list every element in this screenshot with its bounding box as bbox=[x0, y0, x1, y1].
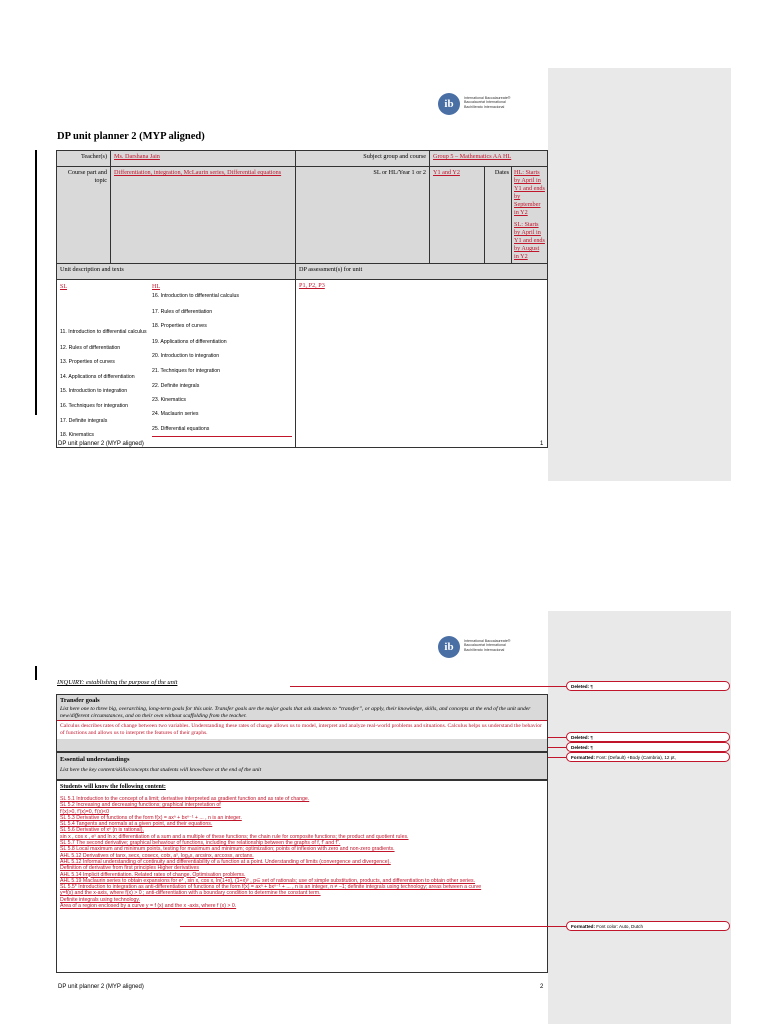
content-line: f'(x)>0, f'(x)=0, f'(x)<0 bbox=[60, 808, 109, 815]
revision-balloon-deleted[interactable] bbox=[566, 742, 730, 752]
assessment-value[interactable]: P1, P2, P3 bbox=[296, 280, 548, 448]
transfer-goal-text[interactable]: Calculus describes rates of change between two variables. Understanding these rates of change allows us to model, interpret and analyze real-world problems and situations. Calculus helps us understand the behavior of functions and allows us to interpret the features of their graphs. bbox=[57, 720, 547, 739]
logo-line: Bachillerato Internacional bbox=[464, 104, 505, 109]
content-line: SL 5.5* Introduction to integration as anti-differentiation of functions of the form f(x) = axⁿ + bxⁿ⁻¹ + ... , n is an integer, n ≠ −1; definite integrals using technology; areas between a curve bbox=[60, 884, 482, 891]
transfer-heading: Transfer goals bbox=[60, 697, 100, 704]
logo-line: Bachillerato Internacional bbox=[464, 647, 505, 652]
content-line: SL 5.1 Introduction to the concept of a limit; derivative interpreted as gradient function and as rate of change. bbox=[60, 796, 310, 802]
content-line: SL 5.8 Local maximum and minimum points, testing for maximum and minimum; optimization; points of inflexion with zero and non-zero gradients. bbox=[60, 846, 395, 853]
balloon-label: Formatted: bbox=[571, 924, 595, 929]
logo-line: International Baccalaureate® bbox=[464, 639, 511, 643]
change-bar bbox=[35, 150, 37, 415]
sl-topic: 12. Rules of differentiation bbox=[60, 345, 121, 351]
content-line: SL 5.4 Tangents and normals at a given point, and their equations. bbox=[60, 821, 213, 828]
hl-topic: 19. Applications of differentiation bbox=[152, 339, 227, 345]
content-line: SL 5.7 The second derivative; graphical behaviour of functions, including the relationship between the graphs of f, f' and f''. bbox=[60, 840, 341, 847]
balloon-text: ¶ bbox=[590, 684, 593, 689]
ib-logo bbox=[438, 633, 528, 663]
footer-left: DP unit planner 2 (MYP aligned) bbox=[58, 984, 144, 990]
inquiry-heading: INQUIRY: establishing the purpose of the unit bbox=[57, 679, 178, 686]
subject-label: Subject group and course bbox=[296, 151, 430, 167]
hl-topic: 25. Differential equations bbox=[152, 426, 292, 437]
hl-topic: 24. Maclaurin series bbox=[152, 411, 199, 417]
content-line: Area of a region enclosed by a curve y = f (x) and the x -axis, where f (x) > 0. bbox=[60, 903, 237, 910]
assessment-label: DP assessment(s) for unit bbox=[296, 264, 548, 280]
course-part-value[interactable]: Differentiation, integration, McLaurin series, Differential equations bbox=[111, 167, 296, 264]
hl-topic: 17. Rules of differentiation bbox=[152, 309, 213, 315]
hl-topic: 20. Introduction to integration bbox=[152, 353, 220, 359]
content-line: AHL 5.12 Informal understanding of continuity and differentiability of a function at a point. Understanding of limits (convergence and divergence). bbox=[60, 858, 391, 865]
sl-topic: 13. Properties of curves bbox=[60, 359, 115, 365]
revision-balloon-formatted[interactable] bbox=[566, 921, 730, 931]
sl-heading: SL bbox=[60, 284, 68, 290]
hl-heading: HL bbox=[152, 284, 160, 290]
students-heading: Students will know the following content: bbox=[60, 784, 166, 790]
planner-table bbox=[56, 150, 548, 448]
hl-topic: 22. Definite integrals bbox=[152, 383, 200, 389]
sl-topic: 15. Introduction to integration bbox=[60, 388, 128, 394]
markup-pane-page1 bbox=[548, 68, 731, 481]
balloon-connector bbox=[548, 737, 566, 738]
markup-pane-page2 bbox=[548, 611, 731, 1024]
balloon-connector bbox=[290, 686, 566, 687]
balloon-label: Deleted: bbox=[571, 735, 590, 740]
page-title: DP unit planner 2 (MYP aligned) bbox=[57, 131, 205, 142]
essential-heading: Essential understandings bbox=[60, 756, 130, 763]
page-number: 2 bbox=[540, 984, 544, 990]
content-line: y=f(x) and the x-axis, where f(x) > 0 ; anti-differentiation with a boundary condition to determine the constant term. bbox=[60, 890, 321, 897]
content-line: AHL 5.14 Implicit differentiation. Related rates of change. Optimisation problems. bbox=[60, 871, 246, 878]
hl-topic: 18. Properties of curves bbox=[152, 323, 207, 329]
sl-topic: 17. Definite integrals bbox=[60, 418, 108, 424]
revision-balloon-deleted[interactable] bbox=[566, 681, 730, 691]
sl-hl-value[interactable]: Y1 and Y2 bbox=[430, 167, 485, 264]
logo-line: International Baccalaureate® bbox=[464, 96, 511, 100]
essential-box bbox=[56, 752, 548, 780]
dates-label: Dates bbox=[494, 169, 509, 176]
content-line: SL 5.3 Derivative of functions of the form f(x) = axⁿ + bxⁿ⁻¹ + ... , n is an integer. bbox=[60, 814, 242, 821]
dates-hl[interactable]: HL: Starts by April in Y1 and ends by September in Y2 bbox=[514, 169, 545, 216]
ib-logo-icon: ib bbox=[438, 93, 460, 115]
content-line: Definition of derivative from first principles Higher derivatives bbox=[60, 865, 199, 872]
teachers-label: Teacher(s) bbox=[57, 151, 111, 167]
revision-balloon-deleted[interactable] bbox=[566, 732, 730, 742]
balloon-label: Deleted: bbox=[571, 684, 590, 689]
unit-desc-label: Unit description and texts bbox=[57, 264, 296, 280]
footer-left: DP unit planner 2 (MYP aligned) bbox=[58, 441, 144, 447]
sl-hl-label: SL or HL/Year 1 or 2 bbox=[296, 167, 430, 264]
transfer-instructions: List here one to three big, overarching, long-term goals for this unit. Transfer goals are the major goals that ask students to “transfer”, or apply, their knowledge, skills, and concepts at the end of the unit under new/different circumstances, and on their own without scaffolding from the teacher. bbox=[60, 706, 531, 719]
balloon-label: Deleted: bbox=[571, 745, 590, 750]
content-line: sin x , cos x , eˣ and ln x; differentiation of a sum and a multiple of these functions; the chain rule for composite functions; the product and quotient rules. bbox=[60, 833, 409, 840]
ib-logo bbox=[438, 90, 528, 120]
revision-balloon-formatted[interactable] bbox=[566, 752, 730, 762]
sl-topic: 11. Introduction to differential calculus bbox=[60, 329, 147, 335]
logo-line: Baccalauréat International bbox=[464, 643, 506, 648]
hl-topic: 23. Kinematics bbox=[152, 397, 187, 403]
subject-value[interactable]: Group 5 – Mathematics AA HL bbox=[430, 151, 548, 167]
content-line: SL 5.6 Derivative of xⁿ (n is rational), bbox=[60, 827, 144, 834]
page-number: 1 bbox=[540, 441, 544, 447]
ib-logo-icon: ib bbox=[438, 636, 460, 658]
hl-topic: 21. Techniques for integration bbox=[152, 368, 220, 374]
hl-topic: 16. Introduction to differential calculus bbox=[152, 293, 239, 299]
sl-topic: 16. Techniques for integration bbox=[60, 403, 128, 409]
balloon-connector bbox=[180, 926, 566, 927]
content-line: AHL 5.19 Maclaurin series to obtain expansions for eˣ , sin x, cos x, ln(1+x), (1+x)ᵖ , p∈ set of rationals; use of simple substitution, products, and differentiation to obtain other series. bbox=[60, 877, 476, 884]
course-part-label: Course part and topic bbox=[57, 167, 111, 264]
balloon-text: Font color: Auto, Dutch bbox=[596, 924, 644, 929]
essential-instructions: List here the key content/skills/concepts that students will know/have at the end of the unit bbox=[60, 767, 262, 773]
balloon-connector bbox=[548, 747, 566, 748]
change-bar bbox=[35, 666, 37, 680]
content-line: SL 5.2 Increasing and decreasing functions; graphical interpretation of bbox=[60, 802, 221, 809]
content-box bbox=[56, 780, 548, 973]
logo-line: Baccalauréat International bbox=[464, 100, 506, 105]
content-line: AHL 5.12 Derivatives of tanx, secx, cosecx, cotx, aˣ, logₐx, arcsinx, arccosx, arctanx. bbox=[60, 852, 254, 859]
sl-topic: 18. Kinematics bbox=[60, 432, 95, 438]
balloon-text: ¶ bbox=[590, 735, 593, 740]
balloon-text: ¶ bbox=[590, 745, 593, 750]
sl-topic: 14. Applications of differentiation bbox=[60, 374, 135, 380]
content-line: Definite integrals using technology. bbox=[60, 896, 141, 903]
dates-sl[interactable]: SL: Starts by April in Y1 and ends by August in Y2 bbox=[514, 221, 545, 260]
balloon-text: Font: (Default) +Body (Cambria), 12 pt, bbox=[596, 755, 676, 760]
balloon-label: Formatted: bbox=[571, 755, 595, 760]
balloon-connector bbox=[548, 757, 566, 758]
teachers-value[interactable]: Ms. Darshana Jain bbox=[111, 151, 296, 167]
transfer-goals-box bbox=[56, 694, 548, 752]
